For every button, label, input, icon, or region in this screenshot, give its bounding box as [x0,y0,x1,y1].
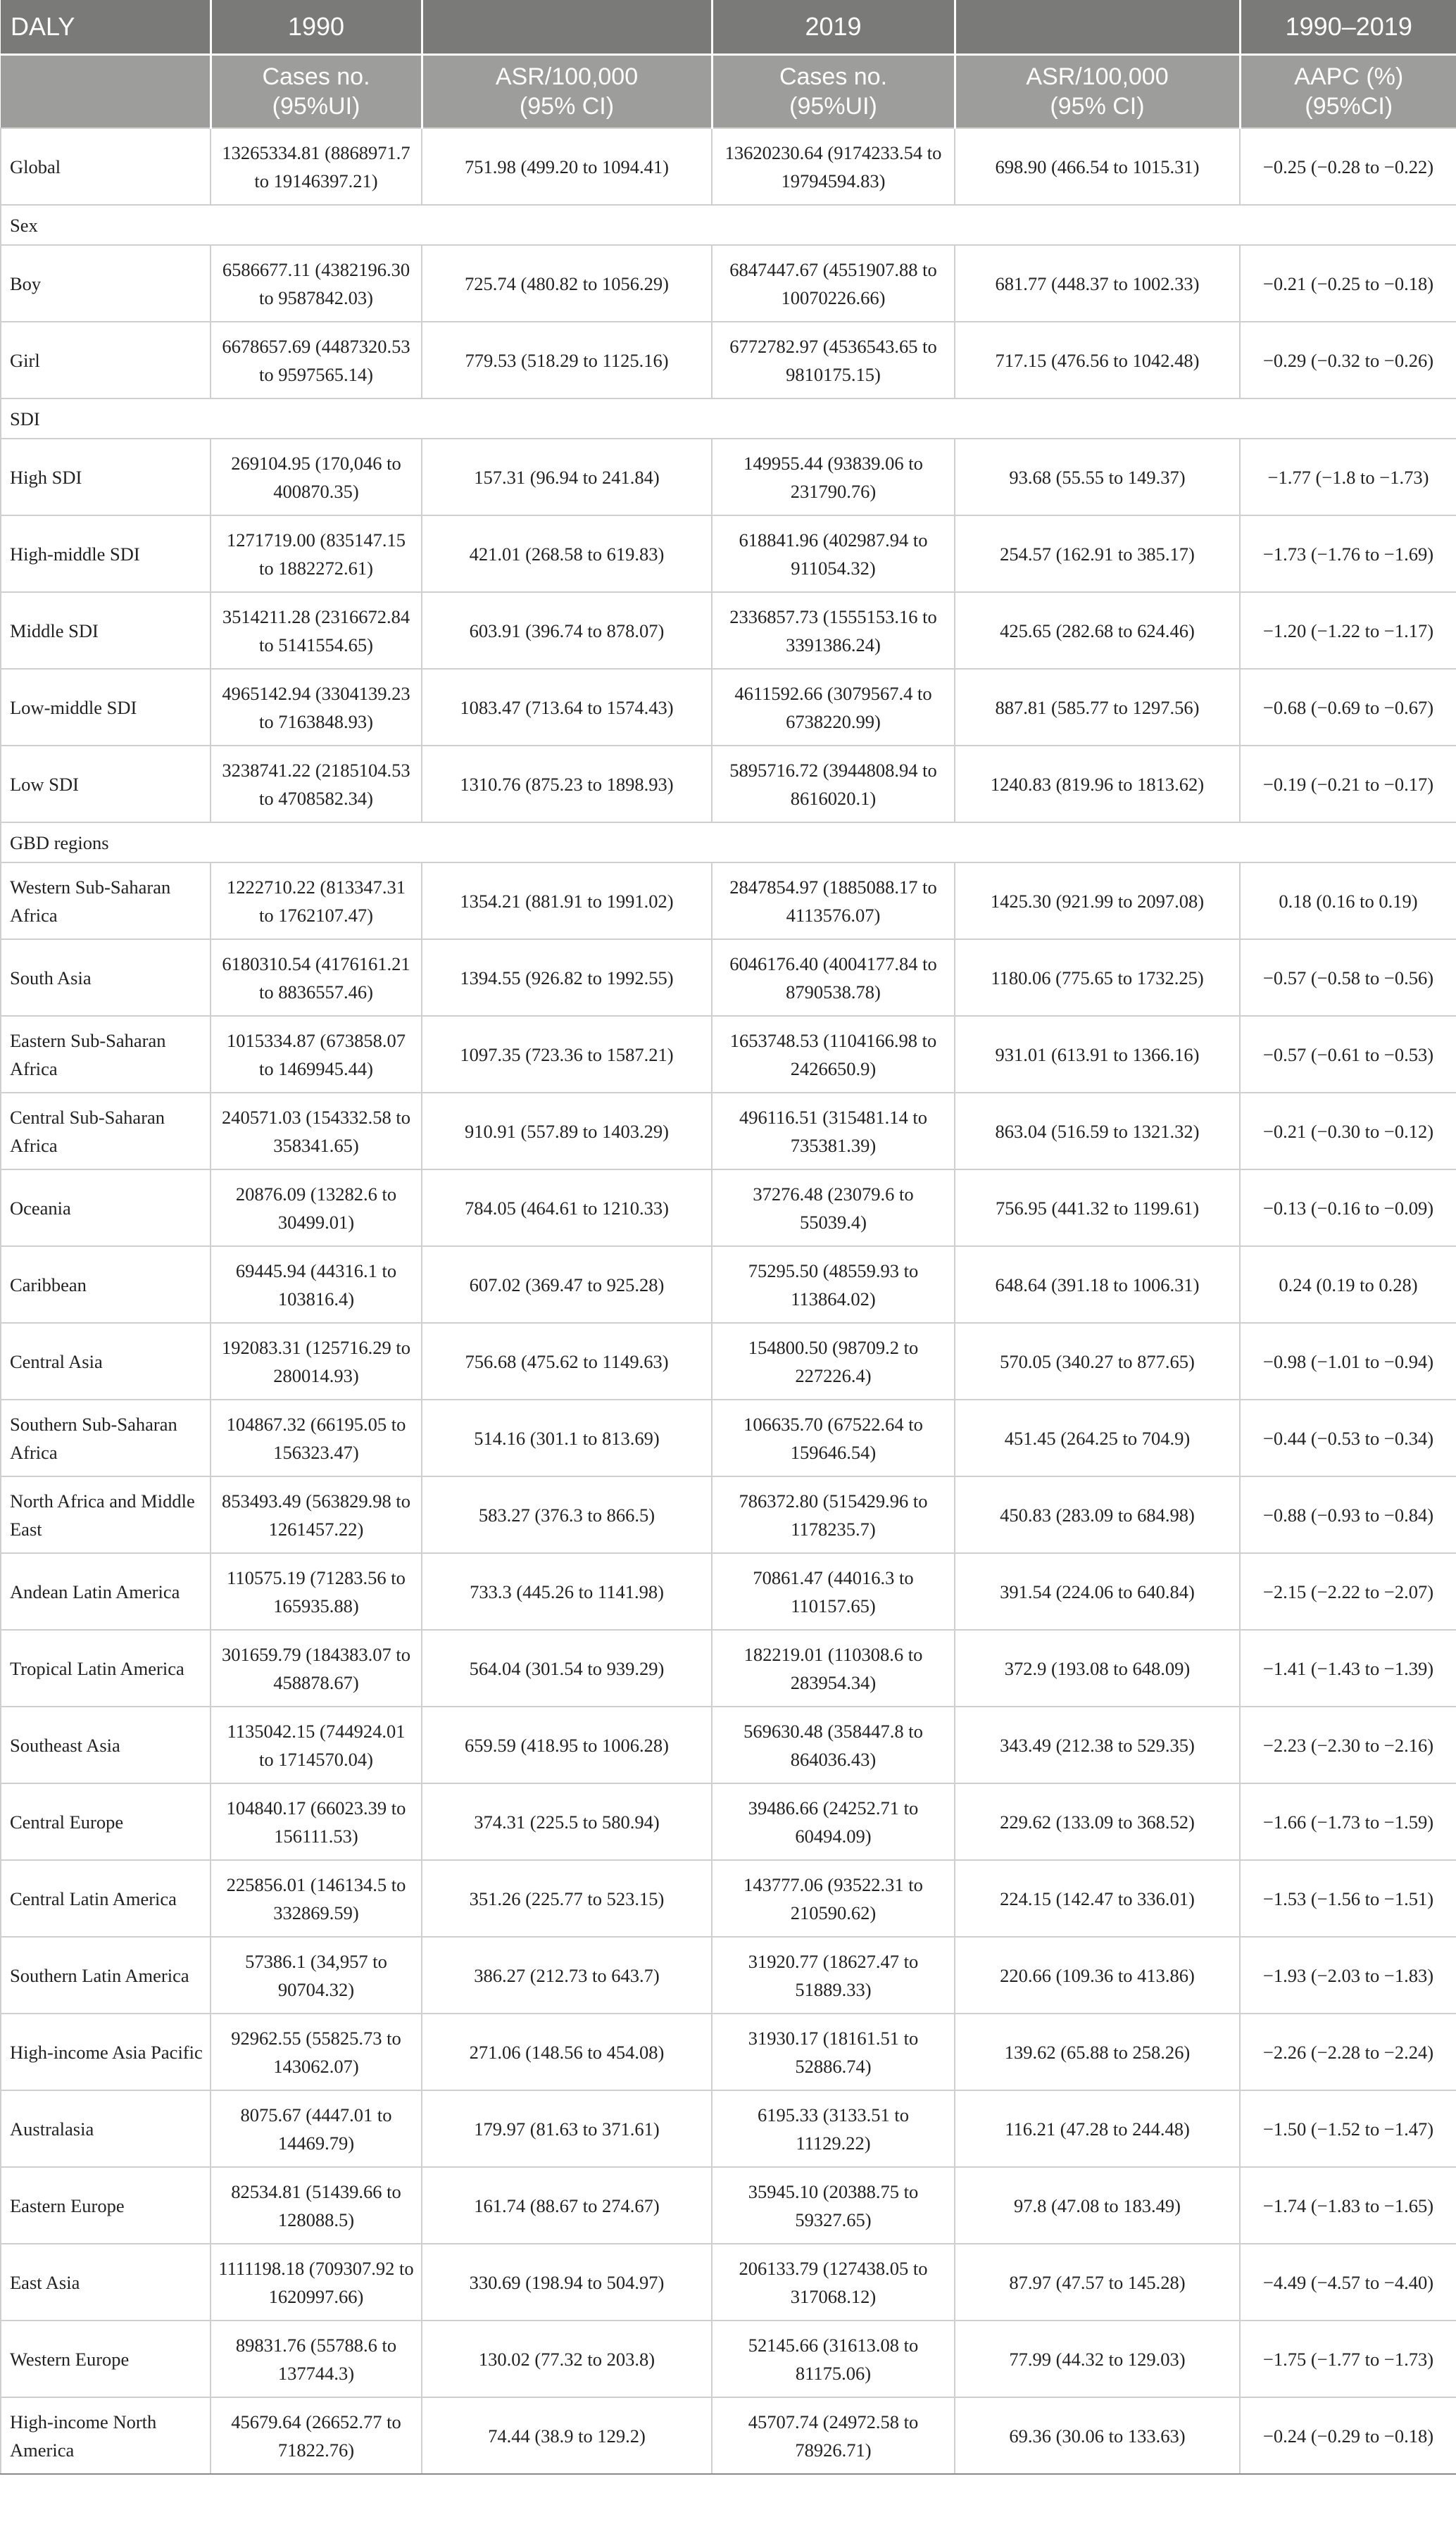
cell-c5: −1.66 (−1.73 to −1.59) [1240,1783,1456,1860]
cell-c3: 786372.80 (515429.96 to 1178235.7) [712,1476,955,1553]
cell-c1: 92962.55 (55825.73 to 143062.07) [211,2014,422,2090]
row-label: Western Europe [1,2321,211,2397]
header-asr-1990: ASR/100,000 (95% CI) [422,55,712,129]
row-label: High-income North America [1,2397,211,2474]
cell-c1: 104867.32 (66195.05 to 156323.47) [211,1400,422,1476]
cell-c3: 31930.17 (18161.51 to 52886.74) [712,2014,955,2090]
cell-c2: 564.04 (301.54 to 939.29) [422,1630,712,1707]
cell-c4: 343.49 (212.38 to 529.35) [955,1707,1240,1783]
cell-c2: 583.27 (376.3 to 866.5) [422,1476,712,1553]
row-label: Southern Latin America [1,1937,211,2014]
cell-c3: 2847854.97 (1885088.17 to 4113576.07) [712,862,955,939]
row-label: Eastern Europe [1,2167,211,2244]
cell-c5: −1.75 (−1.77 to −1.73) [1240,2321,1456,2397]
cell-c3: 143777.06 (93522.31 to 210590.62) [712,1860,955,1937]
header-1990-2019: 1990–2019 [1240,0,1456,55]
cell-c3: 31920.77 (18627.47 to 51889.33) [712,1937,955,2014]
cell-c2: 130.02 (77.32 to 203.8) [422,2321,712,2397]
cell-c5: −0.19 (−0.21 to −0.17) [1240,746,1456,822]
cell-c5: −1.20 (−1.22 to −1.17) [1240,592,1456,669]
cell-c4: 648.64 (391.18 to 1006.31) [955,1246,1240,1323]
row-label: High SDI [1,439,211,515]
cell-c5: −2.26 (−2.28 to −2.24) [1240,2014,1456,2090]
cell-c5: −0.25 (−0.28 to −0.22) [1240,128,1456,205]
cell-c2: 157.31 (96.94 to 241.84) [422,439,712,515]
row-label: Girl [1,322,211,398]
cell-c5: −0.44 (−0.53 to −0.34) [1240,1400,1456,1476]
table-row [1,1476,1456,1553]
row-label: Low SDI [1,746,211,822]
header-daly: DALY [1,0,211,55]
header-cases-1990: Cases no. (95%UI) [211,55,422,129]
cell-c4: 931.01 (613.91 to 1366.16) [955,1016,1240,1093]
cell-c2: 386.27 (212.73 to 643.7) [422,1937,712,2014]
row-label: Middle SDI [1,592,211,669]
cell-c4: 863.04 (516.59 to 1321.32) [955,1093,1240,1169]
row-label: Western Sub-Saharan Africa [1,862,211,939]
cell-c4: 372.9 (193.08 to 648.09) [955,1630,1240,1707]
cell-c4: 681.77 (448.37 to 1002.33) [955,245,1240,322]
cell-c5: −4.49 (−4.57 to −4.40) [1240,2244,1456,2321]
row-label: High-middle SDI [1,515,211,592]
cell-c2: 74.44 (38.9 to 129.2) [422,2397,712,2474]
cell-c2: 271.06 (148.56 to 454.08) [422,2014,712,2090]
cell-c2: 607.02 (369.47 to 925.28) [422,1246,712,1323]
cell-c5: −2.15 (−2.22 to −2.07) [1240,1553,1456,1630]
table-row [1,669,1456,746]
header-1990-blank [422,0,712,55]
cell-c1: 1015334.87 (673858.07 to 1469945.44) [211,1016,422,1093]
cell-c3: 6195.33 (3133.51 to 11129.22) [712,2090,955,2167]
cell-c1: 1222710.22 (813347.31 to 1762107.47) [211,862,422,939]
cell-c1: 6180310.54 (4176161.21 to 8836557.46) [211,939,422,1016]
cell-c1: 104840.17 (66023.39 to 156111.53) [211,1783,422,1860]
cell-c2: 1354.21 (881.91 to 1991.02) [422,862,712,939]
cell-c4: 224.15 (142.47 to 336.01) [955,1860,1240,1937]
table-row [1,1630,1456,1707]
cell-c3: 206133.79 (127438.05 to 317068.12) [712,2244,955,2321]
header-1990: 1990 [211,0,422,55]
cell-c1: 82534.81 (51439.66 to 128088.5) [211,2167,422,2244]
table-row [1,2014,1456,2090]
cell-c5: −0.24 (−0.29 to −0.18) [1240,2397,1456,2474]
table-body [1,128,1456,2474]
table-row [1,862,1456,939]
table-row [1,2090,1456,2167]
cell-c5: −0.29 (−0.32 to −0.26) [1240,322,1456,398]
cell-c5: −1.93 (−2.03 to −1.83) [1240,1937,1456,2014]
cell-c2: 751.98 (499.20 to 1094.41) [422,128,712,205]
cell-c4: 77.99 (44.32 to 129.03) [955,2321,1240,2397]
cell-c4: 97.8 (47.08 to 183.49) [955,2167,1240,2244]
row-label: Australasia [1,2090,211,2167]
cell-c1: 3514211.28 (2316672.84 to 5141554.65) [211,592,422,669]
row-label: Central Europe [1,1783,211,1860]
cell-c4: 717.15 (476.56 to 1042.48) [955,322,1240,398]
header-blank [1,55,211,129]
cell-c2: 659.59 (418.95 to 1006.28) [422,1707,712,1783]
cell-c1: 301659.79 (184383.07 to 458878.67) [211,1630,422,1707]
cell-c5: −1.73 (−1.76 to −1.69) [1240,515,1456,592]
cell-c3: 6847447.67 (4551907.88 to 10070226.66) [712,245,955,322]
cell-c3: 6046176.40 (4004177.84 to 8790538.78) [712,939,955,1016]
cell-c2: 1083.47 (713.64 to 1574.43) [422,669,712,746]
row-label: Central Latin America [1,1860,211,1937]
cell-c5: −0.13 (−0.16 to −0.09) [1240,1169,1456,1246]
row-label: High-income Asia Pacific [1,2014,211,2090]
cell-c3: 13620230.64 (9174233.54 to 19794594.83) [712,128,955,205]
cell-c2: 1394.55 (926.82 to 1992.55) [422,939,712,1016]
cell-c4: 87.97 (47.57 to 145.28) [955,2244,1240,2321]
cell-c2: 725.74 (480.82 to 1056.29) [422,245,712,322]
header-row-measures [1,55,1456,129]
cell-c1: 6678657.69 (4487320.53 to 9597565.14) [211,322,422,398]
table-row [1,439,1456,515]
cell-c4: 229.62 (133.09 to 368.52) [955,1783,1240,1860]
cell-c5: −1.74 (−1.83 to −1.65) [1240,2167,1456,2244]
cell-c4: 139.62 (65.88 to 258.26) [955,2014,1240,2090]
cell-c4: 570.05 (340.27 to 877.65) [955,1323,1240,1400]
header-aapc: AAPC (%) (95%CI) [1240,55,1456,129]
cell-c3: 70861.47 (44016.3 to 110157.65) [712,1553,955,1630]
row-label: Caribbean [1,1246,211,1323]
cell-c4: 1425.30 (921.99 to 2097.08) [955,862,1240,939]
table-row [1,2244,1456,2321]
table-row [1,245,1456,322]
cell-c5: −2.23 (−2.30 to −2.16) [1240,1707,1456,1783]
cell-c5: −1.77 (−1.8 to −1.73) [1240,439,1456,515]
cell-c3: 496116.51 (315481.14 to 735381.39) [712,1093,955,1169]
cell-c1: 853493.49 (563829.98 to 1261457.22) [211,1476,422,1553]
cell-c3: 35945.10 (20388.75 to 59327.65) [712,2167,955,2244]
table-row [1,1093,1456,1169]
table-row [1,2321,1456,2397]
cell-c1: 1135042.15 (744924.01 to 1714570.04) [211,1707,422,1783]
table-row [1,592,1456,669]
cell-c1: 57386.1 (34,957 to 90704.32) [211,1937,422,2014]
section-row [1,398,1456,439]
cell-c3: 39486.66 (24252.71 to 60494.09) [712,1783,955,1860]
cell-c4: 254.57 (162.91 to 385.17) [955,515,1240,592]
cell-c3: 618841.96 (402987.94 to 911054.32) [712,515,955,592]
cell-c3: 154800.50 (98709.2 to 227226.4) [712,1323,955,1400]
table-row [1,1553,1456,1630]
cell-c5: −0.88 (−0.93 to −0.84) [1240,1476,1456,1553]
cell-c3: 37276.48 (23079.6 to 55039.4) [712,1169,955,1246]
row-label: Eastern Sub-Saharan Africa [1,1016,211,1093]
table-row [1,1323,1456,1400]
row-label: Boy [1,245,211,322]
row-label: Southeast Asia [1,1707,211,1783]
cell-c5: −1.41 (−1.43 to −1.39) [1240,1630,1456,1707]
row-label: Central Sub-Saharan Africa [1,1093,211,1169]
cell-c5: 0.18 (0.16 to 0.19) [1240,862,1456,939]
cell-c3: 52145.66 (31613.08 to 81175.06) [712,2321,955,2397]
cell-c1: 192083.31 (125716.29 to 280014.93) [211,1323,422,1400]
table-row [1,128,1456,205]
cell-c5: −0.57 (−0.58 to −0.56) [1240,939,1456,1016]
cell-c4: 756.95 (441.32 to 1199.61) [955,1169,1240,1246]
cell-c3: 182219.01 (110308.6 to 283954.34) [712,1630,955,1707]
cell-c3: 4611592.66 (3079567.4 to 6738220.99) [712,669,955,746]
cell-c3: 5895716.72 (3944808.94 to 8616020.1) [712,746,955,822]
table-row [1,939,1456,1016]
cell-c2: 733.3 (445.26 to 1141.98) [422,1553,712,1630]
cell-c1: 13265334.81 (8868971.7 to 19146397.21) [211,128,422,205]
cell-c4: 451.45 (264.25 to 704.9) [955,1400,1240,1476]
table-row [1,1783,1456,1860]
cell-c4: 450.83 (283.09 to 684.98) [955,1476,1240,1553]
cell-c4: 698.90 (466.54 to 1015.31) [955,128,1240,205]
cell-c5: −0.98 (−1.01 to −0.94) [1240,1323,1456,1400]
table-row [1,1246,1456,1323]
header-cases-2019: Cases no. (95%UI) [712,55,955,129]
cell-c1: 110575.19 (71283.56 to 165935.88) [211,1553,422,1630]
cell-c4: 391.54 (224.06 to 640.84) [955,1553,1240,1630]
cell-c5: −0.57 (−0.61 to −0.53) [1240,1016,1456,1093]
row-label: Southern Sub-Saharan Africa [1,1400,211,1476]
cell-c2: 784.05 (464.61 to 1210.33) [422,1169,712,1246]
table-row [1,2397,1456,2474]
cell-c2: 351.26 (225.77 to 523.15) [422,1860,712,1937]
cell-c1: 1271719.00 (835147.15 to 1882272.61) [211,515,422,592]
row-label: South Asia [1,939,211,1016]
cell-c2: 603.91 (396.74 to 878.07) [422,592,712,669]
cell-c1: 269104.95 (170,046 to 400870.35) [211,439,422,515]
table-row [1,1860,1456,1937]
cell-c3: 149955.44 (93839.06 to 231790.76) [712,439,955,515]
cell-c2: 179.97 (81.63 to 371.61) [422,2090,712,2167]
table-row [1,1400,1456,1476]
section-row [1,205,1456,245]
table-header [1,0,1456,128]
cell-c4: 1240.83 (819.96 to 1813.62) [955,746,1240,822]
cell-c2: 421.01 (268.58 to 619.83) [422,515,712,592]
cell-c4: 93.68 (55.55 to 149.37) [955,439,1240,515]
row-label: North Africa and Middle East [1,1476,211,1553]
cell-c3: 45707.74 (24972.58 to 78926.71) [712,2397,955,2474]
cell-c3: 1653748.53 (1104166.98 to 2426650.9) [712,1016,955,1093]
header-2019-blank [955,0,1240,55]
table-row [1,746,1456,822]
cell-c4: 69.36 (30.06 to 133.63) [955,2397,1240,2474]
cell-c4: 1180.06 (775.65 to 1732.25) [955,939,1240,1016]
section-label: Sex [1,205,1456,245]
cell-c3: 106635.70 (67522.64 to 159646.54) [712,1400,955,1476]
cell-c2: 374.31 (225.5 to 580.94) [422,1783,712,1860]
cell-c1: 89831.76 (55788.6 to 137744.3) [211,2321,422,2397]
cell-c5: −1.53 (−1.56 to −1.51) [1240,1860,1456,1937]
cell-c1: 4965142.94 (3304139.23 to 7163848.93) [211,669,422,746]
cell-c4: 116.21 (47.28 to 244.48) [955,2090,1240,2167]
table-row [1,1937,1456,2014]
cell-c1: 20876.09 (13282.6 to 30499.01) [211,1169,422,1246]
cell-c1: 6586677.11 (4382196.30 to 9587842.03) [211,245,422,322]
cell-c1: 3238741.22 (2185104.53 to 4708582.34) [211,746,422,822]
cell-c2: 1097.35 (723.36 to 1587.21) [422,1016,712,1093]
cell-c2: 1310.76 (875.23 to 1898.93) [422,746,712,822]
table-row [1,2167,1456,2244]
cell-c2: 330.69 (198.94 to 504.97) [422,2244,712,2321]
header-row-years [1,0,1456,55]
section-label: SDI [1,398,1456,439]
table-row [1,322,1456,398]
row-label: Global [1,128,211,205]
row-label: Low-middle SDI [1,669,211,746]
cell-c3: 6772782.97 (4536543.65 to 9810175.15) [712,322,955,398]
cell-c4: 887.81 (585.77 to 1297.56) [955,669,1240,746]
row-label: Oceania [1,1169,211,1246]
cell-c3: 75295.50 (48559.93 to 113864.02) [712,1246,955,1323]
cell-c1: 240571.03 (154332.58 to 358341.65) [211,1093,422,1169]
cell-c4: 220.66 (109.36 to 413.86) [955,1937,1240,2014]
cell-c2: 756.68 (475.62 to 1149.63) [422,1323,712,1400]
section-row [1,822,1456,862]
cell-c3: 2336857.73 (1555153.16 to 3391386.24) [712,592,955,669]
cell-c5: −0.68 (−0.69 to −0.67) [1240,669,1456,746]
table-row [1,1016,1456,1093]
cell-c1: 45679.64 (26652.77 to 71822.76) [211,2397,422,2474]
cell-c5: −0.21 (−0.30 to −0.12) [1240,1093,1456,1169]
row-label: East Asia [1,2244,211,2321]
header-asr-2019: ASR/100,000 (95% CI) [955,55,1240,129]
cell-c2: 910.91 (557.89 to 1403.29) [422,1093,712,1169]
table-row [1,1169,1456,1246]
table-row [1,1707,1456,1783]
cell-c3: 569630.48 (358447.8 to 864036.43) [712,1707,955,1783]
cell-c5: 0.24 (0.19 to 0.28) [1240,1246,1456,1323]
cell-c4: 425.65 (282.68 to 624.46) [955,592,1240,669]
cell-c2: 161.74 (88.67 to 274.67) [422,2167,712,2244]
cell-c5: −1.50 (−1.52 to −1.47) [1240,2090,1456,2167]
section-label: GBD regions [1,822,1456,862]
cell-c5: −0.21 (−0.25 to −0.18) [1240,245,1456,322]
row-label: Andean Latin America [1,1553,211,1630]
cell-c1: 1111198.18 (709307.92 to 1620997.66) [211,2244,422,2321]
cell-c1: 69445.94 (44316.1 to 103816.4) [211,1246,422,1323]
cell-c1: 8075.67 (4447.01 to 14469.79) [211,2090,422,2167]
cell-c2: 779.53 (518.29 to 1125.16) [422,322,712,398]
header-2019: 2019 [712,0,955,55]
cell-c1: 225856.01 (146134.5 to 332869.59) [211,1860,422,1937]
row-label: Central Asia [1,1323,211,1400]
cell-c2: 514.16 (301.1 to 813.69) [422,1400,712,1476]
row-label: Tropical Latin America [1,1630,211,1707]
table-row [1,515,1456,592]
